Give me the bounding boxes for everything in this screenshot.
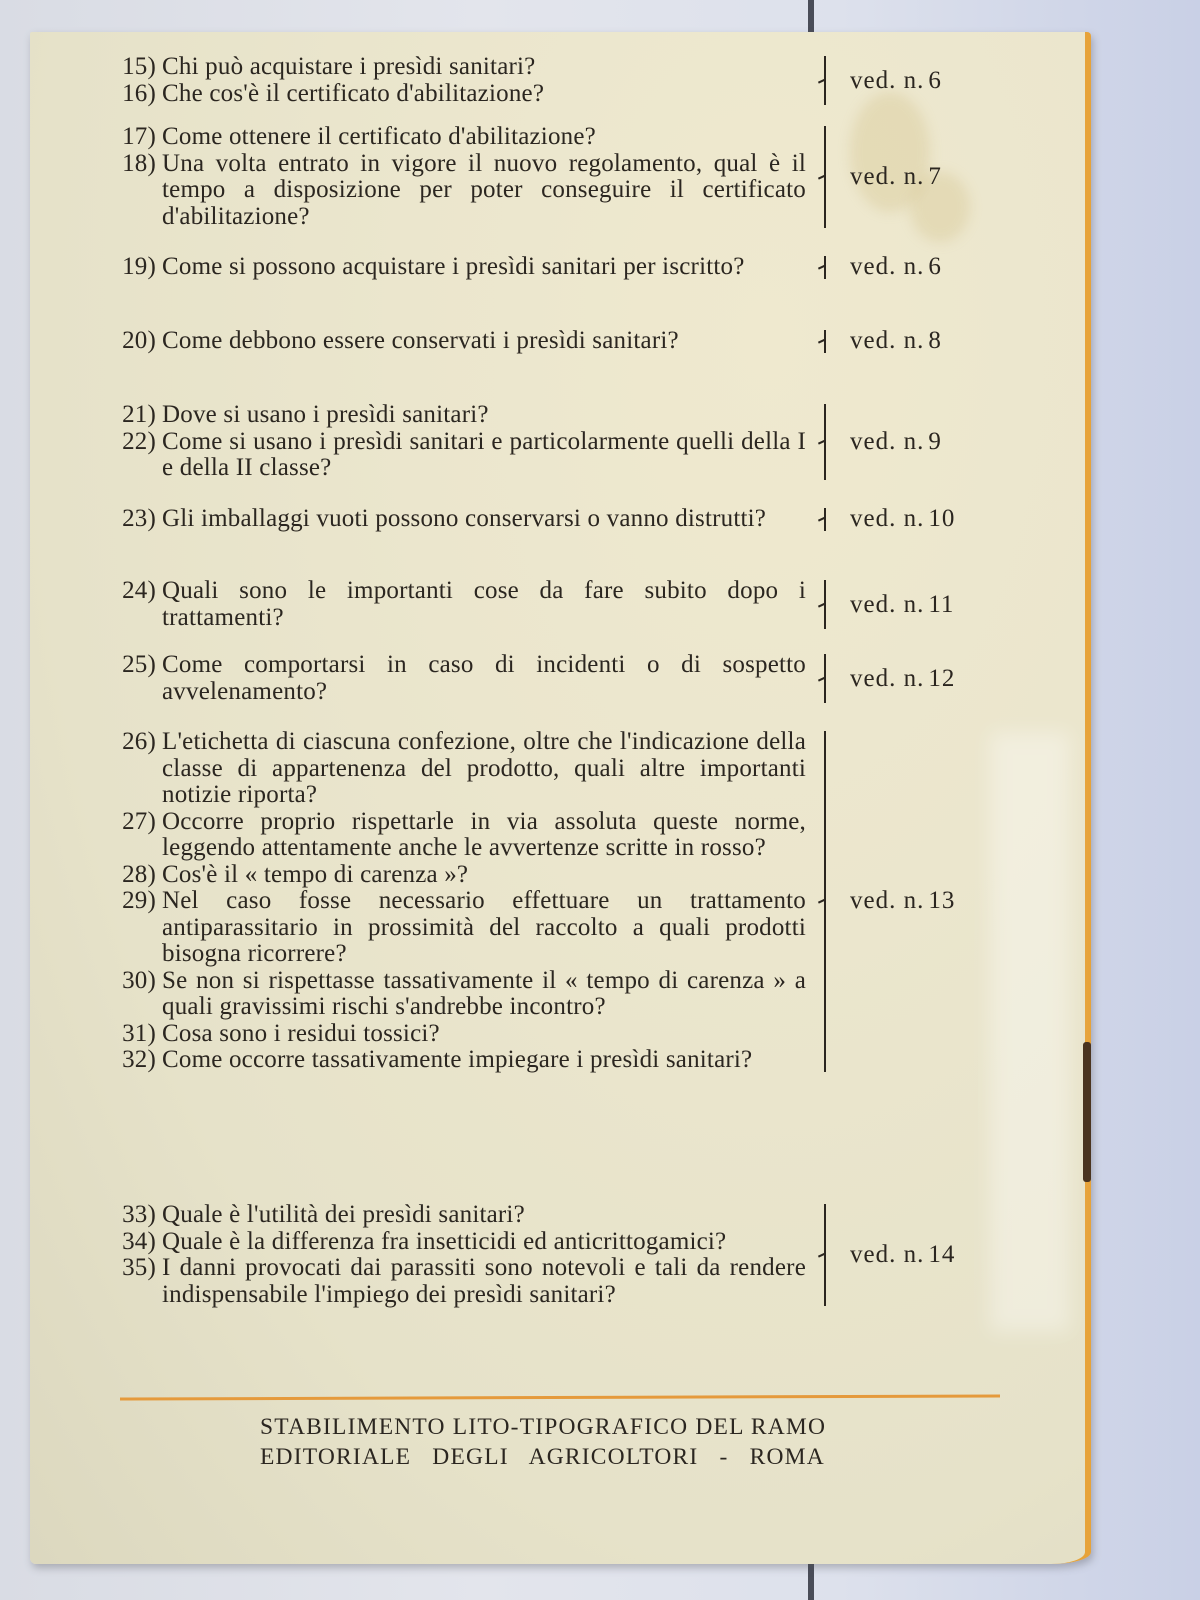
question-number: 25) (122, 651, 156, 678)
question-item (106, 729, 806, 809)
question-text: Come ottenere il certificato d'abilitazione? (162, 123, 596, 150)
grouping-brace (818, 402, 832, 482)
question-text: Cos'è il « tempo di carenza »? (162, 860, 469, 888)
question-group (106, 124, 1036, 230)
reference-label (850, 591, 954, 619)
question-number: 17) (122, 123, 156, 150)
grouping-brace (818, 328, 832, 355)
reference-prefix: ved. n. (850, 664, 925, 692)
question-item (106, 1047, 806, 1074)
question-text: Dove si usano i presìdi sanitari? (162, 401, 489, 428)
question-number: 33) (122, 1201, 156, 1228)
brace-line (824, 256, 826, 279)
question-item (106, 54, 806, 81)
reference-prefix: ved. n. (850, 163, 925, 190)
grouping-brace (818, 578, 832, 631)
question-text: Come si possono acquistare i presìdi sanitari per iscritto? (162, 253, 745, 280)
question-number: 15) (122, 53, 156, 80)
question-number: 32) (122, 1046, 156, 1073)
question-text: Come si usano i presìdi sanitari e particolarmente quelli della I e della II classe? (162, 427, 806, 481)
question-item (106, 124, 806, 151)
reference-prefix: ved. n. (850, 1241, 925, 1268)
question-text: Quali sono le importanti cose da fare subito dopo i trattamenti? (162, 577, 806, 631)
question-group (106, 328, 1036, 355)
brace-line (824, 508, 826, 531)
question-list (106, 1202, 806, 1308)
grouping-brace (818, 54, 832, 107)
question-list (106, 124, 806, 230)
grouping-brace (818, 254, 832, 281)
question-number: 19) (122, 253, 156, 280)
brace-line (824, 731, 826, 1072)
question-item (106, 328, 806, 355)
reference-number: 13 (928, 887, 956, 915)
question-list (106, 729, 806, 1074)
question-group (106, 1202, 1036, 1308)
question-group (106, 254, 1036, 281)
imprint-line-2: EDITORIALE DEGLI AGRICOLTORI - ROMA (260, 1444, 825, 1470)
question-list (106, 652, 806, 705)
reference-label (850, 665, 955, 693)
grouping-brace (818, 729, 832, 1074)
reference-label (850, 505, 955, 533)
reference-number: 11 (928, 590, 955, 618)
question-number: 24) (122, 577, 156, 604)
question-text: Quale è l'utilità dei presìdi sanitari? (162, 1201, 525, 1228)
question-list (106, 402, 806, 482)
question-item (106, 888, 806, 968)
reference-label (850, 428, 942, 456)
reference-label (850, 163, 942, 191)
question-item (106, 81, 806, 108)
question-group (106, 402, 1036, 482)
question-list (106, 328, 806, 355)
question-item (106, 862, 806, 889)
imprint-line-1: STABILIMENTO LITO-TIPOGRAFICO DEL RAMO (260, 1414, 827, 1440)
grouping-brace (818, 506, 832, 533)
reference-number: 14 (928, 1241, 956, 1268)
reference-label (850, 327, 942, 355)
question-list (106, 506, 806, 533)
grouping-brace (818, 124, 832, 230)
question-text: Che cos'è il certificato d'abilitazione? (162, 79, 545, 107)
reference-prefix: ved. n. (850, 327, 925, 355)
question-item (106, 1202, 806, 1229)
question-text: Chi può acquistare i presìdi sanitari? (162, 53, 536, 80)
question-item (106, 968, 806, 1021)
question-number: 35) (122, 1254, 156, 1281)
question-group (106, 729, 1036, 1074)
reference-label (850, 887, 955, 915)
question-item (106, 506, 806, 533)
question-group (106, 506, 1036, 533)
brace-line (824, 330, 826, 353)
question-number: 28) (122, 860, 156, 888)
question-text: I danni provocati dai parassiti sono notevoli e tali da rendere indispensabile l'impiego dei presìdi sanitari? (162, 1254, 806, 1308)
grouping-brace (818, 1202, 832, 1308)
question-text: Cosa sono i residui tossici? (162, 1019, 440, 1047)
question-text: Come occorre tassativamente impiegare i presìdi sanitari? (162, 1046, 753, 1073)
question-item (106, 578, 806, 631)
question-text: Se non si rispettasse tassativamente il « tempo di carenza » a quali gravissimi rischi s'andrebbe incontro? (162, 966, 806, 1020)
reference-number: 9 (928, 427, 942, 455)
reference-number: 10 (928, 505, 956, 533)
reference-number: 8 (928, 327, 942, 355)
footer-divider (120, 1394, 1000, 1400)
question-item (106, 429, 806, 482)
reference-prefix: ved. n. (850, 66, 925, 94)
binding-staple (1083, 1042, 1091, 1182)
question-item (106, 402, 806, 429)
question-number: 21) (122, 401, 156, 428)
question-item (106, 1021, 806, 1048)
question-group (106, 578, 1036, 631)
reference-prefix: ved. n. (850, 253, 925, 281)
grouping-brace (818, 652, 832, 705)
reference-prefix: ved. n. (850, 427, 925, 455)
reference-label (850, 67, 942, 95)
question-text: Nel caso fosse necessario effettuare un trattamento antiparassitario in prossimità del raccolto a quali prodotti bisogna ricorrere? (162, 887, 806, 967)
question-list (106, 54, 806, 107)
question-text: Occorre proprio rispettarle in via assoluta queste norme, leggendo attentamente anche le avvertenze scritte in rosso? (162, 807, 806, 861)
question-number: 16) (122, 79, 156, 107)
question-list (106, 254, 806, 281)
question-text: Gli imballaggi vuoti possono conservarsi o vanno distrutti? (162, 505, 767, 532)
question-item (106, 151, 806, 231)
question-number: 22) (122, 427, 156, 455)
printer-imprint (260, 1412, 826, 1472)
reference-number: 7 (928, 163, 942, 190)
question-text: Una volta entrato in vigore il nuovo regolamento, qual è il tempo a disposizione per poter conseguire il certificato d'abilitazione? (162, 149, 806, 230)
question-number: 30) (122, 966, 156, 994)
question-item (106, 1229, 806, 1256)
question-number: 29) (122, 887, 156, 914)
question-text: L'etichetta di ciascuna confezione, oltre che l'indicazione della classe di appartenenza del prodotto, quali altre importanti notizie riporta? (162, 728, 806, 808)
reference-prefix: ved. n. (850, 505, 925, 533)
question-number: 18) (122, 149, 156, 177)
question-text: Come comportarsi in caso di incidenti o di sospetto avvelenamento? (162, 651, 806, 705)
question-text: Come debbono essere conservati i presìdi sanitari? (162, 327, 679, 354)
reference-number: 6 (928, 66, 942, 94)
question-group (106, 54, 1036, 107)
question-list (106, 578, 806, 631)
question-number: 27) (122, 807, 156, 835)
question-item (106, 1255, 806, 1308)
question-number: 31) (122, 1019, 156, 1047)
question-item (106, 652, 806, 705)
question-number: 34) (122, 1227, 156, 1255)
reference-prefix: ved. n. (850, 590, 925, 618)
reference-number: 6 (928, 253, 942, 281)
question-item (106, 809, 806, 862)
reference-label (850, 253, 942, 281)
question-group (106, 652, 1036, 705)
question-text: Quale è la differenza fra insetticidi ed anticrittogamici? (162, 1227, 727, 1255)
question-number: 26) (122, 728, 156, 755)
booklet-page (30, 32, 1091, 1564)
question-number: 20) (122, 327, 156, 354)
reference-number: 12 (928, 664, 956, 692)
question-number: 23) (122, 505, 156, 532)
reference-prefix: ved. n. (850, 887, 925, 915)
reference-label (850, 1241, 955, 1269)
question-item (106, 254, 806, 281)
